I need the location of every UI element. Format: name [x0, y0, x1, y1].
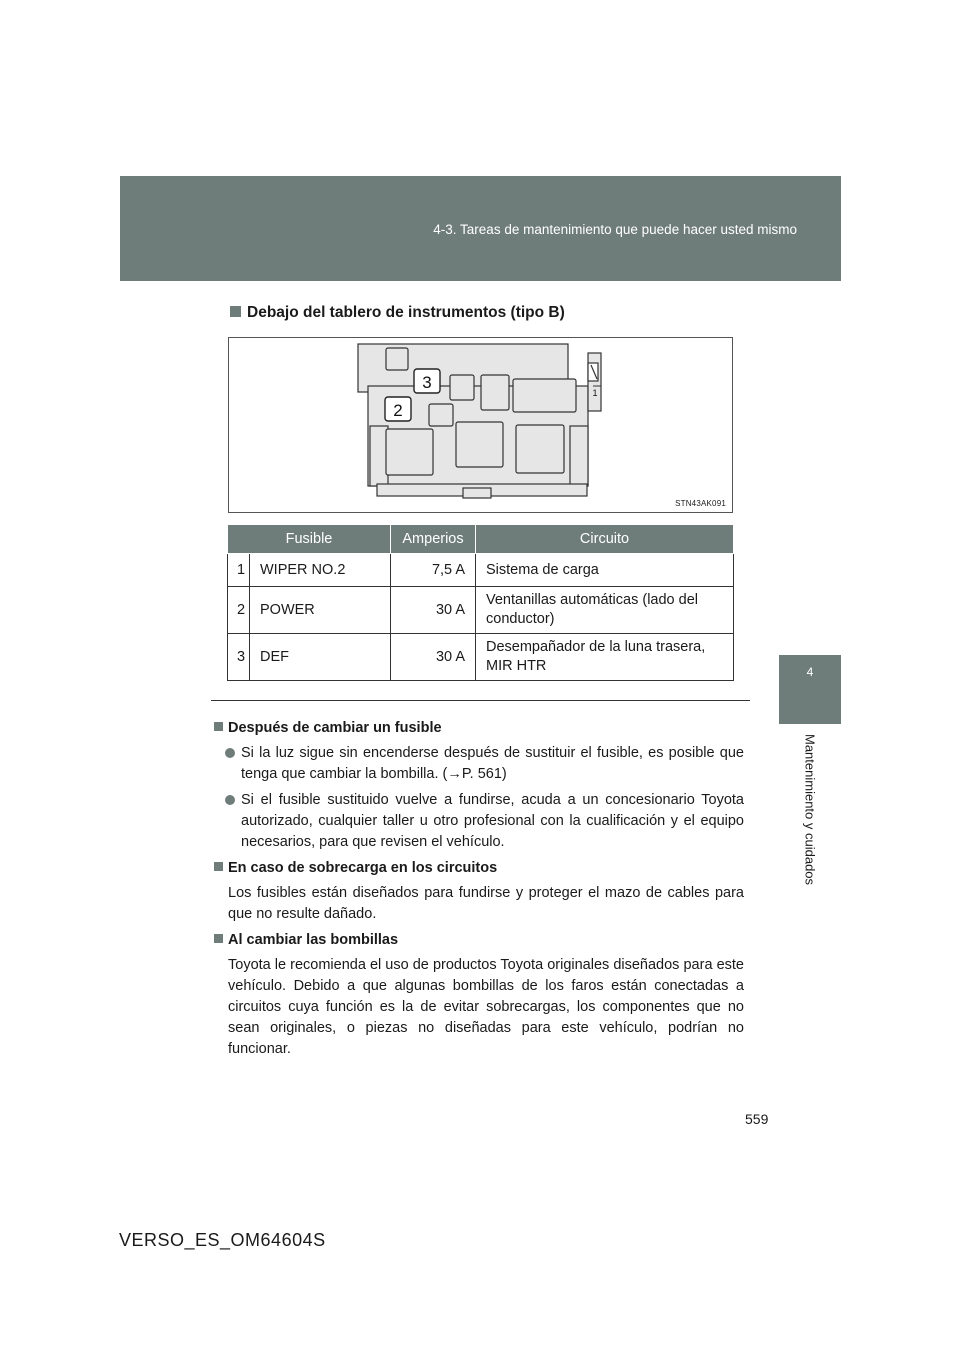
- bullet-text: Si la luz sigue sin encenderse después de sustituir el fusible, es posible que tenga que cambiar la bombilla. (→P. 561): [241, 745, 744, 782]
- fuse-number: 3: [228, 634, 250, 681]
- chapter-side-label: [800, 734, 820, 904]
- fuse-box-left-tab: [370, 426, 388, 486]
- note-heading: [214, 930, 744, 951]
- fuse-relay-block: [588, 353, 601, 411]
- note-heading: [214, 858, 744, 879]
- note-heading: [214, 718, 744, 739]
- fuse-slot: [450, 375, 474, 400]
- fuse-circuit: Desempañador de la luna trasera, MIR HTR: [476, 634, 734, 681]
- table-row: [228, 587, 734, 634]
- chapter-tab: [779, 655, 841, 724]
- figure-code: STN43AK091: [675, 499, 726, 508]
- svg-text:1: 1: [592, 388, 598, 398]
- table-row: [228, 554, 734, 587]
- col-header-circuit: Circuito: [476, 525, 734, 554]
- col-header-amps: Amperios: [391, 525, 476, 554]
- callout-3: [414, 369, 440, 393]
- fuse-slot: [481, 375, 509, 410]
- note-paragraph: Los fusibles están diseñados para fundirse y proteger el mazo de cables para que no resulte dañado.: [228, 885, 744, 922]
- fuse-slot: [513, 379, 576, 412]
- square-bullet-icon: [214, 722, 223, 731]
- col-header-fuse: Fusible: [228, 525, 391, 554]
- section-heading: [230, 304, 565, 322]
- fuse-circuit: Sistema de carga: [476, 554, 734, 587]
- note-paragraph: Toyota le recomienda el uso de productos Toyota originales diseñados para este vehículo. Debido a que algunas bombillas de los faros están conectadas a circuitos cuya función es la de evitar sobrecargas, los componentes que no sean originales, o piezas no diseñadas para este vehículo, podrían no funcionar.: [228, 957, 744, 1057]
- fuse-slot: [429, 404, 453, 426]
- fuse-amps: 7,5 A: [391, 554, 476, 587]
- fuse-table-header: [228, 525, 734, 554]
- svg-text:2: 2: [393, 401, 403, 420]
- fuse-box-diagram: [229, 338, 732, 512]
- round-bullet-icon: [225, 748, 235, 758]
- fuse-table: [227, 524, 734, 681]
- square-bullet-icon: [214, 862, 223, 871]
- fuse-circuit: Ventanillas automáticas (lado del conductor): [476, 587, 734, 634]
- note-title: Después de cambiar un fusible: [228, 720, 442, 736]
- fuse-slot: [456, 422, 503, 467]
- bullet-text: Si el fusible sustituido vuelve a fundirse, acuda a un concesionario Toyota autorizado, cualquier taller u otro profesional con la cualificación y el equipo necesarios, para que revisen el vehículo.: [241, 792, 744, 850]
- list-item: [214, 790, 744, 853]
- square-bullet-icon: [230, 306, 241, 317]
- fuse-name: WIPER NO.2: [250, 554, 391, 587]
- fuse-amps: 30 A: [391, 634, 476, 681]
- fuse-box-figure: [228, 337, 733, 513]
- chapter-side-label-text: Mantenimiento y cuidados: [802, 734, 818, 886]
- fuse-box-right-tab: [570, 426, 588, 486]
- document-id: VERSO_ES_OM64604S: [119, 1230, 326, 1250]
- fuse-name: POWER: [250, 587, 391, 634]
- notes-section: [214, 718, 744, 1065]
- callout-2: [385, 397, 411, 421]
- note-title: Al cambiar las bombillas: [228, 932, 399, 948]
- fuse-slot: [386, 348, 408, 370]
- chapter-title: 4-3. Tareas de mantenimiento que puede hacer usted mismo: [433, 222, 797, 237]
- fuse-number: 2: [228, 587, 250, 634]
- list-item: [214, 743, 744, 785]
- fuse-number: 1: [228, 554, 250, 587]
- chapter-tab-number: 4: [806, 665, 814, 679]
- fuse-amps: 30 A: [391, 587, 476, 634]
- section-divider: [211, 700, 750, 701]
- fuse-box-clip: [463, 488, 491, 498]
- round-bullet-icon: [225, 795, 235, 805]
- fuse-name: DEF: [250, 634, 391, 681]
- fuse-slot: [516, 425, 564, 473]
- fuse-slot: [386, 429, 433, 475]
- section-title: Debajo del tablero de instrumentos (tipo B): [247, 304, 565, 321]
- chapter-header: [120, 176, 841, 281]
- square-bullet-icon: [214, 934, 223, 943]
- page-number: 559: [745, 1111, 769, 1127]
- note-title: En caso de sobrecarga en los circuitos: [228, 860, 498, 876]
- svg-text:3: 3: [422, 373, 432, 392]
- table-row: [228, 634, 734, 681]
